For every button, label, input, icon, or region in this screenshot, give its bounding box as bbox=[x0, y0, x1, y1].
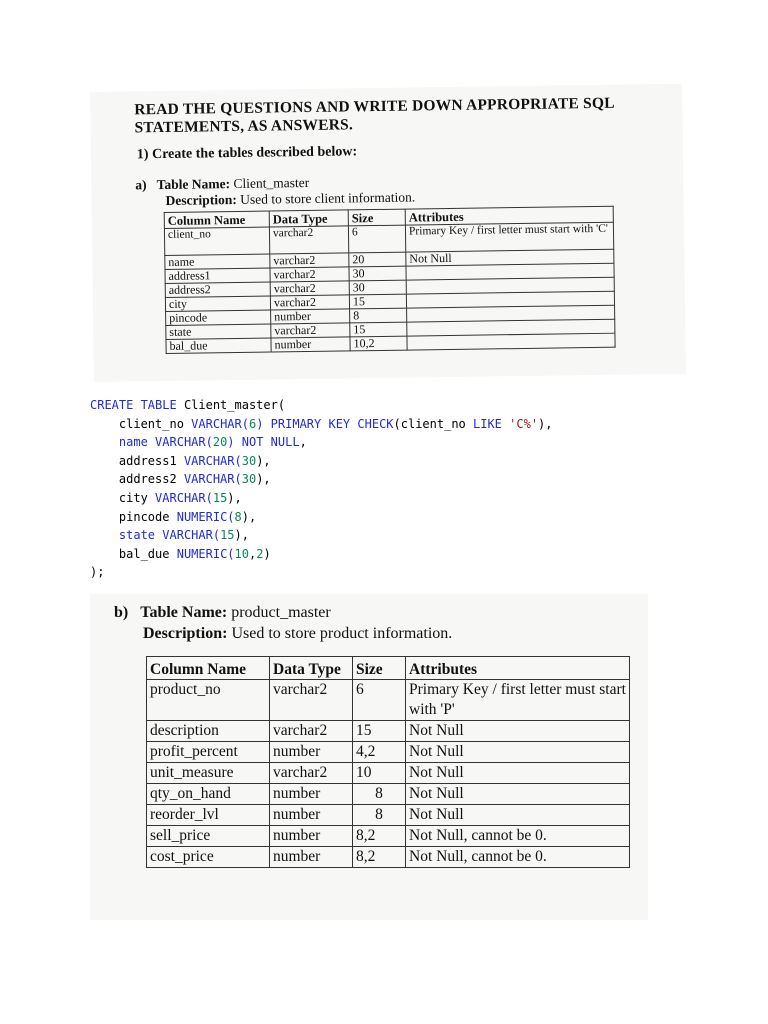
sql-type: NUMERIC( bbox=[176, 509, 235, 524]
section-marker: a) bbox=[135, 177, 147, 193]
cell-size: 6 bbox=[353, 680, 406, 721]
cell-size: 30 bbox=[349, 280, 406, 295]
cell-type: varchar2 bbox=[270, 721, 353, 742]
sql-type: VARCHAR( bbox=[155, 435, 213, 450]
sql-type: NUMERIC( bbox=[176, 546, 235, 561]
sql-keyword: LIKE bbox=[473, 416, 502, 431]
table-row bbox=[147, 826, 630, 847]
cell-size: 8,2 bbox=[353, 826, 406, 847]
scanned-question-image-a bbox=[90, 84, 686, 382]
heading-line-2: STATEMENTS, AS ANSWERS. bbox=[134, 116, 354, 137]
sql-column: city bbox=[118, 490, 148, 505]
description-label: Description: bbox=[143, 625, 228, 642]
sql-column: bal_due bbox=[118, 546, 170, 561]
cell-size: 8,2 bbox=[353, 847, 406, 868]
cell-column: client_no bbox=[164, 227, 269, 255]
header-data-type: Data Type bbox=[270, 657, 353, 680]
cell-size: 6 bbox=[348, 225, 405, 253]
cell-column: qty_on_hand bbox=[147, 784, 270, 805]
table-name-label: Table Name: bbox=[140, 604, 228, 621]
sql-size: 8 bbox=[234, 509, 242, 524]
cell-size: 15 bbox=[353, 721, 406, 742]
sql-size: 20 bbox=[212, 435, 228, 450]
sql-size: 15 bbox=[212, 490, 228, 505]
cell-column: pincode bbox=[166, 310, 271, 325]
section-b-header bbox=[114, 602, 452, 644]
heading-line-1: READ THE QUESTIONS AND WRITE DOWN APPROPRIATE SQL bbox=[134, 94, 615, 119]
cell-type: varchar2 bbox=[269, 226, 348, 254]
cell-type: varchar2 bbox=[270, 267, 349, 282]
sql-check-arg: (client_no bbox=[393, 416, 466, 431]
sql-column: address1 bbox=[118, 453, 177, 468]
sql-keyword: NOT NULL bbox=[241, 435, 300, 450]
sql-punct: ), bbox=[234, 528, 249, 543]
section-marker: b) bbox=[114, 604, 129, 621]
cell-size: 10,2 bbox=[350, 336, 407, 351]
table-row bbox=[147, 847, 630, 868]
sql-size: 6 bbox=[248, 416, 257, 431]
sql-size: 10 bbox=[234, 546, 249, 561]
client-master-spec-table bbox=[164, 206, 616, 354]
table-name: product_master bbox=[231, 604, 331, 621]
cell-column: address1 bbox=[165, 268, 270, 283]
sql-table-name: Client_master( bbox=[183, 398, 286, 412]
sql-string: 'C%' bbox=[509, 416, 539, 431]
sql-size: 30 bbox=[241, 472, 257, 487]
sql-code-block bbox=[90, 396, 553, 582]
cell-type: varchar2 bbox=[270, 763, 353, 784]
sql-column: pincode bbox=[118, 509, 170, 524]
sql-size: 2 bbox=[256, 546, 264, 561]
header-column-name: Column Name bbox=[164, 211, 269, 228]
cell-type: varchar2 bbox=[270, 281, 349, 296]
sql-punct: ), bbox=[256, 472, 271, 487]
cell-type: number bbox=[270, 847, 353, 868]
cell-size: 10 bbox=[353, 763, 406, 784]
cell-type: varchar2 bbox=[270, 680, 353, 721]
sql-column: address2 bbox=[118, 472, 177, 487]
question-1 bbox=[137, 144, 357, 163]
cell-size: 20 bbox=[349, 252, 406, 267]
sql-keyword: CREATE TABLE bbox=[90, 398, 177, 412]
cell-column: reorder_lvl bbox=[147, 805, 270, 826]
sql-punct: ), bbox=[256, 453, 271, 468]
instructions-heading bbox=[134, 95, 615, 138]
cell-type: varchar2 bbox=[270, 253, 349, 268]
table-row bbox=[147, 784, 630, 805]
sql-type: VARCHAR( bbox=[183, 453, 242, 468]
cell-column: bal_due bbox=[166, 338, 271, 353]
table-row bbox=[147, 680, 630, 721]
sql-punct: , bbox=[299, 435, 307, 450]
sql-end: ); bbox=[90, 565, 105, 580]
cell-size: 8 bbox=[350, 308, 407, 323]
cell-column: name bbox=[165, 254, 270, 269]
header-attributes: Attributes bbox=[405, 206, 613, 225]
sql-punct: ), bbox=[241, 509, 257, 524]
description-text: Used to store client information. bbox=[240, 189, 416, 207]
description-text: Used to store product information. bbox=[231, 625, 453, 642]
sql-type: VARCHAR( bbox=[191, 416, 249, 431]
sql-punct: ), bbox=[227, 490, 242, 505]
description-label: Description: bbox=[165, 191, 237, 208]
sql-keyword: CHECK bbox=[357, 416, 394, 431]
sql-paren: ) bbox=[227, 435, 235, 450]
sql-punct: ), bbox=[538, 416, 553, 431]
cell-type: number bbox=[270, 742, 353, 763]
product-master-spec-table bbox=[146, 656, 630, 868]
sql-type: VARCHAR( bbox=[183, 472, 242, 487]
cell-attributes: Not Null bbox=[406, 742, 630, 763]
cell-attributes: Not Null bbox=[406, 721, 630, 742]
cell-type: number bbox=[271, 309, 350, 324]
header-size: Size bbox=[353, 657, 406, 680]
sql-size: 15 bbox=[220, 528, 235, 543]
cell-attributes: Not Null bbox=[406, 805, 630, 826]
sql-column: name bbox=[118, 435, 148, 450]
cell-attributes: Not Null bbox=[406, 763, 630, 784]
sql-punct: , bbox=[248, 546, 257, 561]
header-column-name: Column Name bbox=[147, 657, 270, 680]
cell-column: cost_price bbox=[147, 847, 270, 868]
question-text: Create the tables described below: bbox=[151, 144, 358, 163]
cell-column: state bbox=[166, 324, 271, 339]
header-attributes: Attributes bbox=[406, 657, 630, 680]
cell-column: description bbox=[147, 721, 270, 742]
cell-attributes: Not Null bbox=[406, 784, 630, 805]
cell-type: number bbox=[270, 784, 353, 805]
table-row bbox=[147, 763, 630, 784]
sql-type: VARCHAR( bbox=[155, 490, 213, 505]
question-number: 1) bbox=[136, 147, 149, 163]
cell-type: number bbox=[271, 337, 350, 352]
cell-type: number bbox=[270, 826, 353, 847]
table-row bbox=[147, 721, 630, 742]
sql-column: state bbox=[118, 528, 156, 543]
sql-punct: ) bbox=[263, 546, 271, 561]
sql-paren: ) bbox=[256, 416, 264, 431]
scanned-question-image-b bbox=[90, 594, 648, 920]
table-row bbox=[147, 805, 630, 826]
cell-attributes bbox=[407, 333, 615, 350]
cell-column: sell_price bbox=[147, 826, 270, 847]
cell-attributes: Not Null bbox=[406, 249, 614, 266]
header-size: Size bbox=[348, 209, 405, 226]
cell-attributes: Not Null, cannot be 0. bbox=[406, 826, 630, 847]
cell-size: 15 bbox=[349, 294, 406, 309]
cell-column: city bbox=[165, 296, 270, 311]
cell-type: number bbox=[270, 805, 353, 826]
table-row bbox=[147, 742, 630, 763]
cell-column: product_no bbox=[147, 680, 270, 721]
cell-attributes: Primary Key / first letter must start with 'C' bbox=[405, 222, 613, 252]
header-data-type: Data Type bbox=[269, 210, 348, 227]
sql-type: VARCHAR( bbox=[162, 528, 221, 543]
sql-keyword: PRIMARY KEY bbox=[270, 416, 351, 431]
sql-size: 30 bbox=[241, 453, 257, 468]
cell-size: 15 bbox=[350, 322, 407, 337]
cell-size: 8 bbox=[353, 805, 406, 826]
cell-size: 30 bbox=[349, 266, 406, 281]
table-header-row bbox=[147, 657, 630, 680]
cell-column: unit_measure bbox=[147, 763, 270, 784]
section-a-header bbox=[135, 173, 415, 209]
cell-attributes: Not Null, cannot be 0. bbox=[406, 847, 630, 868]
cell-size: 8 bbox=[353, 784, 406, 805]
cell-type: varchar2 bbox=[270, 295, 349, 310]
sql-column: client_no bbox=[118, 416, 184, 431]
cell-size: 4,2 bbox=[353, 742, 406, 763]
table-name: Client_master bbox=[233, 174, 310, 192]
cell-column: profit_percent bbox=[147, 742, 270, 763]
cell-attributes: Primary Key / first letter must start with 'P' bbox=[406, 680, 630, 721]
cell-column: address2 bbox=[165, 282, 270, 297]
table-name-label: Table Name: bbox=[156, 176, 231, 193]
cell-type: varchar2 bbox=[271, 323, 350, 338]
